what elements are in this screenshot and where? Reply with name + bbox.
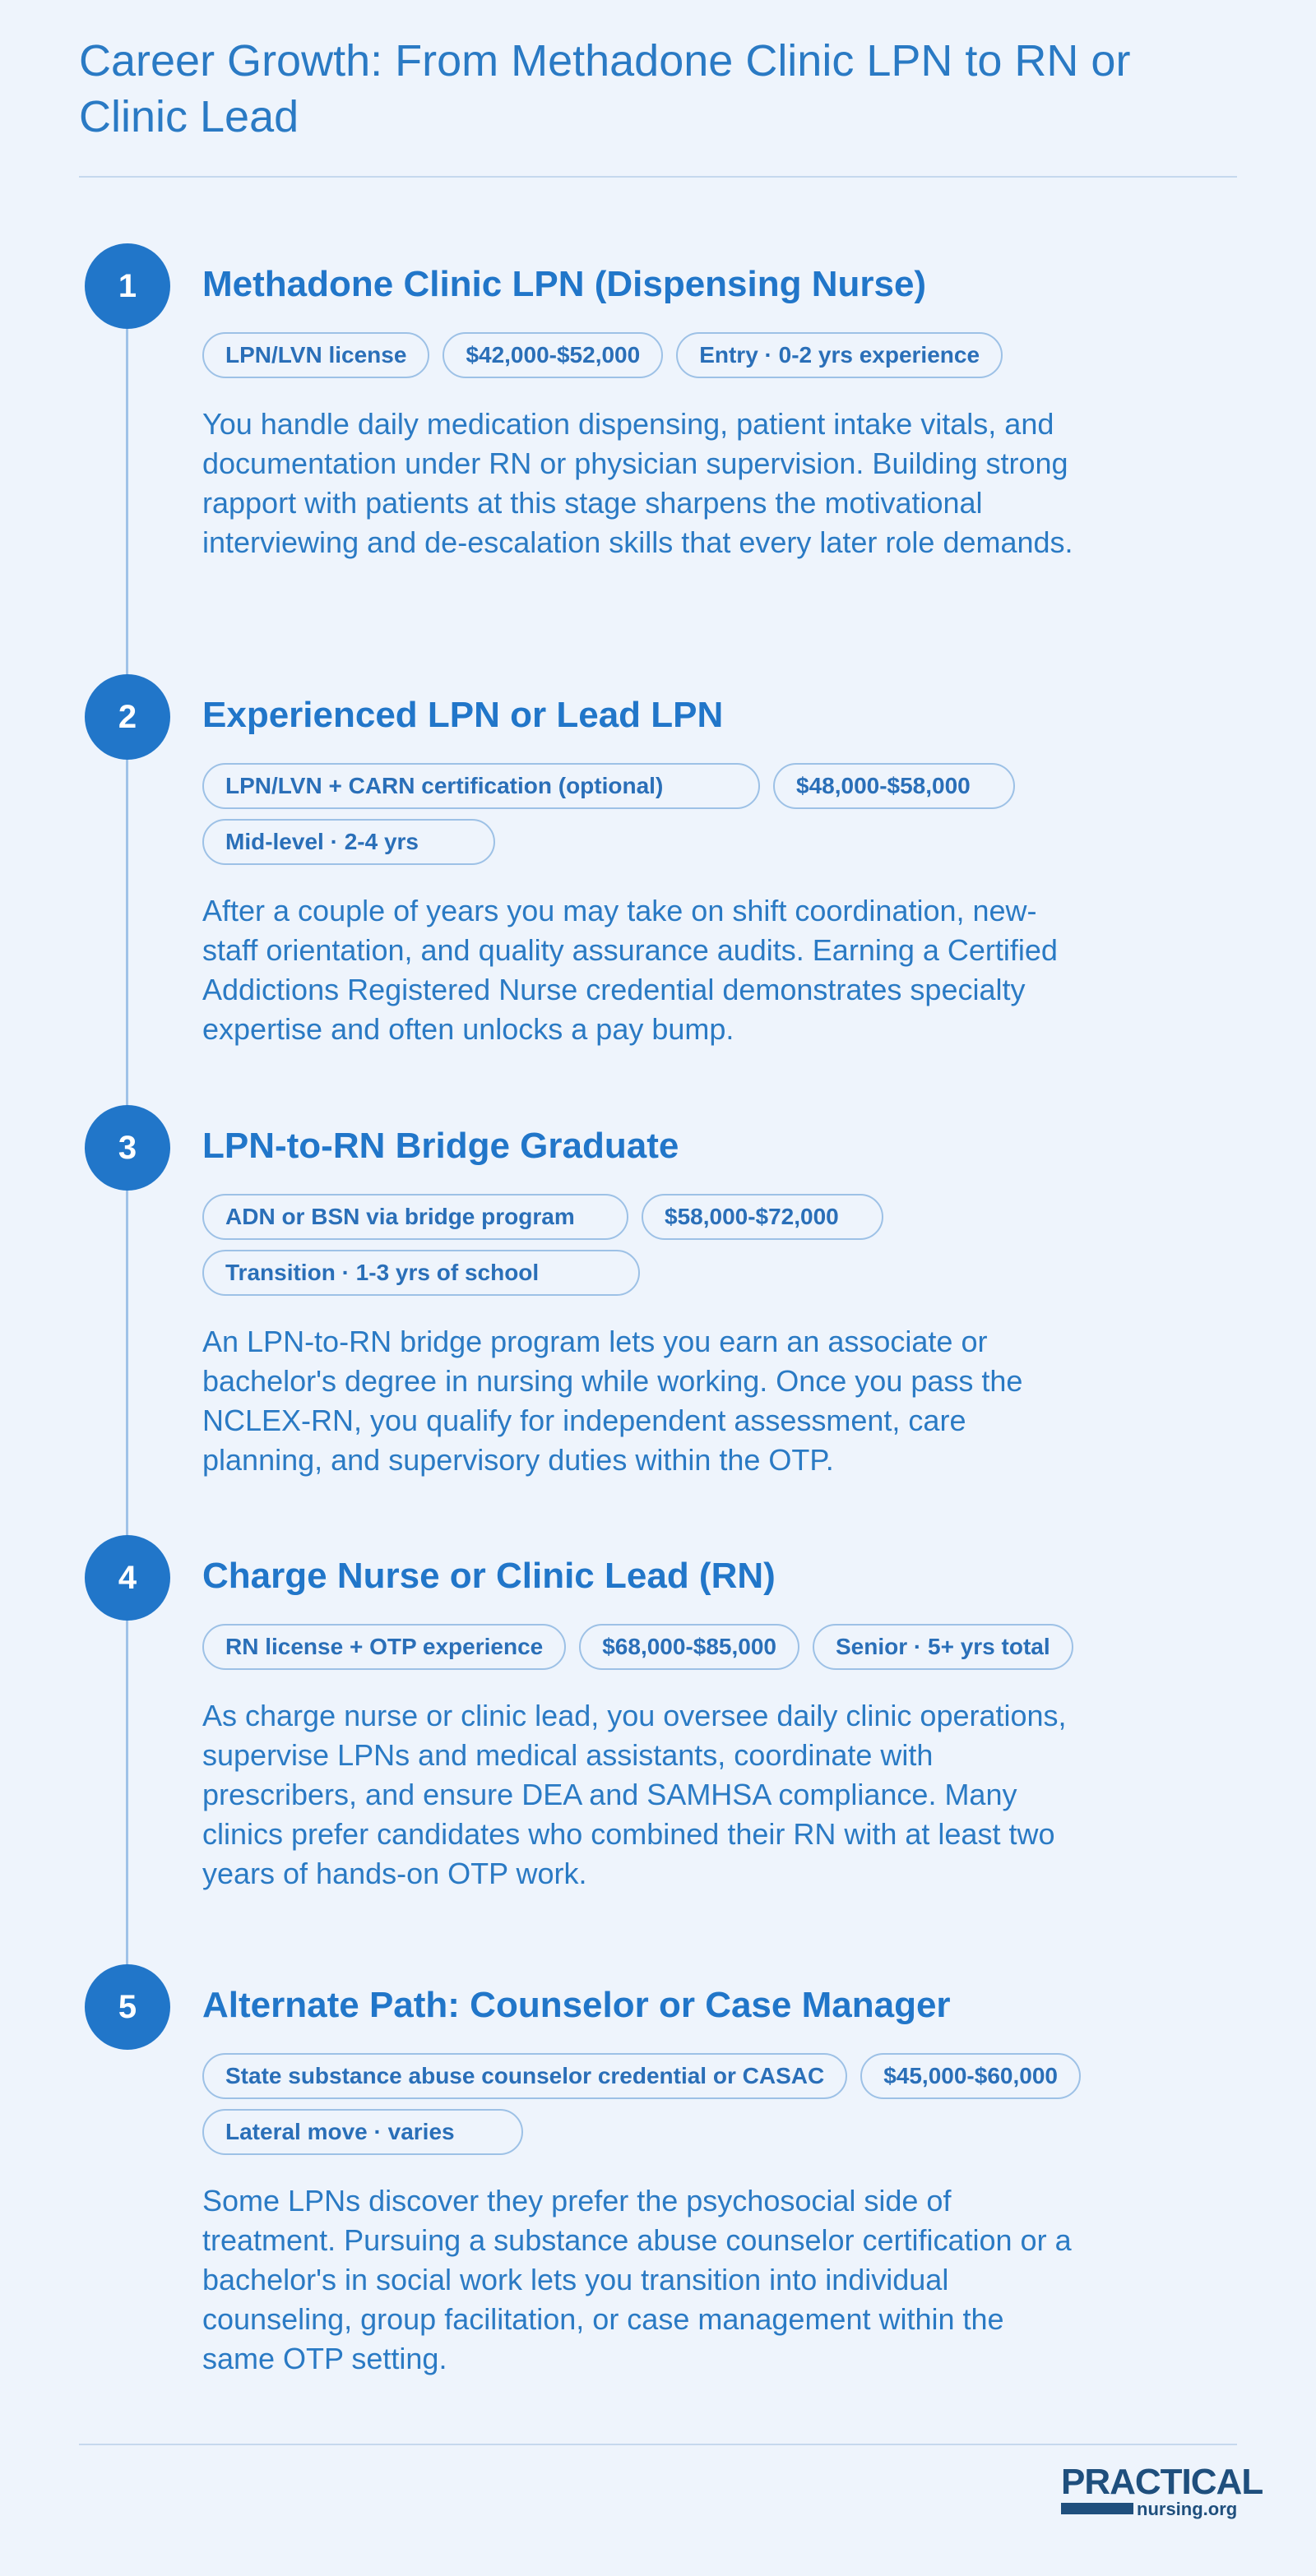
step-tags [202, 763, 1230, 865]
step-description: After a couple of years you may take on shift coordination, new-staff orientation, and quality assurance audits. Earning a Certified Addictions Registered Nurse credential demonstrates specialty expertise and often unlocks a pay bump. [202, 894, 1058, 1046]
step-description: Some LPNs discover they prefer the psychosocial side of treatment. Pursuing a substance abuse counselor certification or a bachelor's in social work lets you transition into individual counseling, group facilitation, or case management within the same OTP setting. [202, 2184, 1072, 2375]
step-title: LPN-to-RN Bridge Graduate [202, 1126, 679, 1166]
level-tag: Transition · 1-3 yrs of school [202, 1250, 640, 1296]
step-tags [202, 1194, 1230, 1296]
step-title: Experienced LPN or Lead LPN [202, 695, 724, 735]
step-description: You handle daily medication dispensing, patient intake vitals, and documentation under RN or physician supervision. Building strong rapport with patients at this stage sharpens the motivational interviewing and de-escalation skills that every later role demands. [202, 407, 1073, 559]
level-tag: Entry · 0-2 yrs experience [676, 332, 1003, 378]
step-tags [202, 332, 1230, 378]
license-tag: RN license + OTP experience [202, 1624, 566, 1670]
header-divider [79, 176, 1237, 178]
level-tag: Mid-level · 2-4 yrs [202, 819, 495, 865]
salary-tag: $42,000-$52,000 [443, 332, 663, 378]
license-tag: LPN/LVN license [202, 332, 429, 378]
license-tag: ADN or BSN via bridge program [202, 1194, 628, 1240]
logo-bar [1061, 2503, 1133, 2514]
step-number-badge: 4 [85, 1535, 170, 1621]
step-description: As charge nurse or clinic lead, you oversee daily clinic operations, supervise LPNs and medical assistants, coordinate with prescribers, and ensure DEA and SAMHSA compliance. Many clinics prefer candidates who combined their RN with at least two years of hands-on OTP work. [202, 1699, 1067, 1890]
step-tags [202, 1624, 1230, 1670]
license-tag: LPN/LVN + CARN certification (optional) [202, 763, 760, 809]
step-title: Methadone Clinic LPN (Dispensing Nurse) [202, 264, 927, 304]
level-tag: Senior · 5+ yrs total [813, 1624, 1073, 1670]
logo-domain: nursing.org [1137, 2499, 1238, 2519]
step-title: Alternate Path: Counselor or Case Manager [202, 1985, 951, 2025]
license-tag: State substance abuse counselor credential or CASAC [202, 2053, 847, 2099]
salary-tag: $48,000-$58,000 [773, 763, 1015, 809]
step-number-badge: 3 [85, 1105, 170, 1191]
step-number-badge: 5 [85, 1964, 170, 2050]
footer-divider [79, 2444, 1237, 2445]
step-tags [202, 2053, 1230, 2155]
step-description: An LPN-to-RN bridge program lets you earn an associate or bachelor's degree in nursing while working. Once you pass the NCLEX-RN, you qualify for independent assessment, care planning, and supervisory duties within the OTP. [202, 1325, 1023, 1477]
level-tag: Lateral move · varies [202, 2109, 523, 2155]
practicalnursing-logo [1061, 2462, 1263, 2523]
page-title: Career Growth: From Methadone Clinic LPN to RN or Clinic Lead [79, 36, 1131, 141]
salary-tag: $45,000-$60,000 [860, 2053, 1081, 2099]
logo-wordmark: PRACTICAL [1061, 2462, 1263, 2502]
salary-tag: $58,000-$72,000 [642, 1194, 883, 1240]
salary-tag: $68,000-$85,000 [579, 1624, 799, 1670]
step-number-badge: 1 [85, 243, 170, 329]
step-number-badge: 2 [85, 674, 170, 760]
step-title: Charge Nurse or Clinic Lead (RN) [202, 1556, 776, 1596]
